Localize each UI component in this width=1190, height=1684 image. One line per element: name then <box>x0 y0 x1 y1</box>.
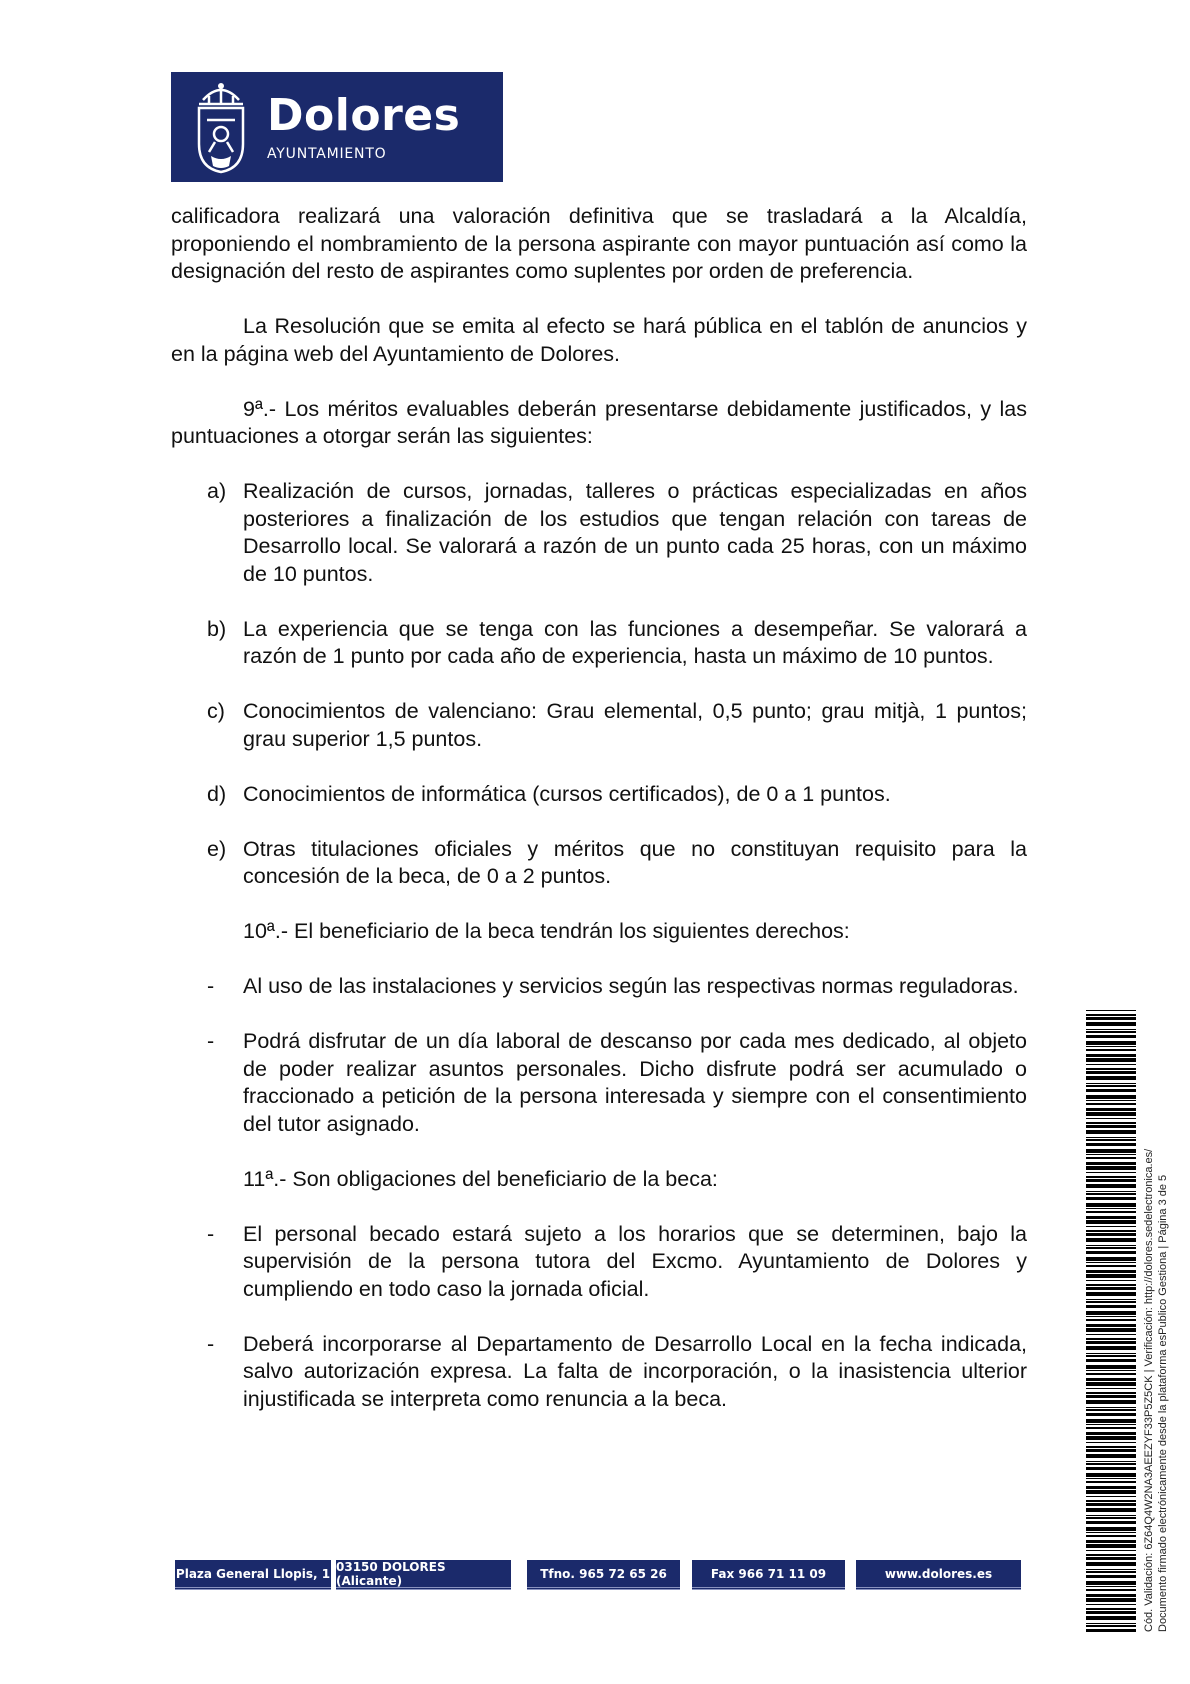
logo-name: Dolores <box>267 90 461 141</box>
coat-of-arms-icon <box>189 78 253 176</box>
list-item: - El personal becado estará sujeto a los horarios que se determinen, bajo la supervisión de la persona tutora del Excmo. Ayuntamiento de Dolores y cumpliendo en todo caso la jornada oficial. <box>207 1221 1027 1301</box>
paragraph: calificadora realizará una valoración definitiva que se trasladará a la Alcaldía, proponiendo el nombramiento de la persona aspirante con mayor puntuación así como la designación del resto de aspirantes como suplentes por orden de preferencia. <box>171 204 1027 283</box>
paragraph: 9ª.- Los méritos evaluables deberán presentarse debidamente justificados, y las puntuaciones a otorgar serán las siguientes: <box>171 396 1027 448</box>
validation-text: Cód. Validación: 6Z64Q4W2NA3AEEZYF33P5Z5CK | Verificación: http://dolores.sedelectronica.es/ Documento firmado electrónicamente desde la plataforma esPublico Gestiona | Página 3 de 5 <box>1143 1148 1169 1632</box>
footer-phone: Tfno. 965 72 65 26 <box>527 1560 680 1590</box>
paragraph: 11ª.- Son obligaciones del beneficiario de la beca: <box>243 1166 718 1191</box>
barcode-icon <box>1086 1010 1136 1632</box>
paragraph: 10ª.- El beneficiario de la beca tendrán los siguientes derechos: <box>243 919 850 943</box>
list-item: c) Conocimientos de valenciano: Grau elemental, 0,5 punto; grau mitjà, 1 puntos; grau superior 1,5 puntos. <box>207 699 1027 751</box>
paragraph: La Resolución que se emita al efecto se hará pública en el tablón de anuncios y en la página web del Ayuntamiento de Dolores. <box>171 314 1027 366</box>
list-item: - Podrá disfrutar de un día laboral de descanso por cada mes dedicado, al objeto de poder realizar asuntos personales. Dicho disfrute podrá ser acumulado o fraccionado a petición de la persona interesada y siempre con el consentimiento del tutor asignado. <box>207 1029 1027 1136</box>
logo-subtitle: AYUNTAMIENTO <box>267 146 387 162</box>
footer-web: www.dolores.es <box>856 1560 1021 1590</box>
list-item: - Deberá incorporarse al Departamento de Desarrollo Local en la fecha indicada, salvo autorización expresa. La falta de incorporación, o la inasistencia ulterior injustificada se interpreta como renuncia a la beca. <box>207 1331 1027 1411</box>
list-item: b) La experiencia que se tenga con las funciones a desempeñar. Se valorará a razón de 1 punto por cada año de experiencia, hasta un máximo de 10 puntos. <box>207 616 1027 668</box>
list-item: d) Conocimientos de informática (cursos certificados), de 0 a 1 puntos. <box>207 781 891 806</box>
footer-address: Plaza General Llopis, 1 <box>175 1560 331 1590</box>
document-body <box>171 203 1027 1441</box>
footer-fax: Fax 966 71 11 09 <box>692 1560 845 1590</box>
list-item: - Al uso de las instalaciones y servicios según las respectivas normas reguladoras. <box>207 974 1019 998</box>
list-item: e) Otras titulaciones oficiales y méritos que no constituyan requisito para la concesión de la beca, de 0 a 2 puntos. <box>207 836 1027 888</box>
list-item: a) Realización de cursos, jornadas, talleres o prácticas especializadas en años posteriores a finalización de los estudios que tengan relación con tareas de Desarrollo local. Se valorará a razón de un punto cada 25 horas, con un máximo de 10 puntos. <box>207 479 1027 586</box>
ayuntamiento-logo <box>171 72 503 182</box>
footer-city: 03150 DOLORES (Alicante) <box>336 1560 511 1590</box>
